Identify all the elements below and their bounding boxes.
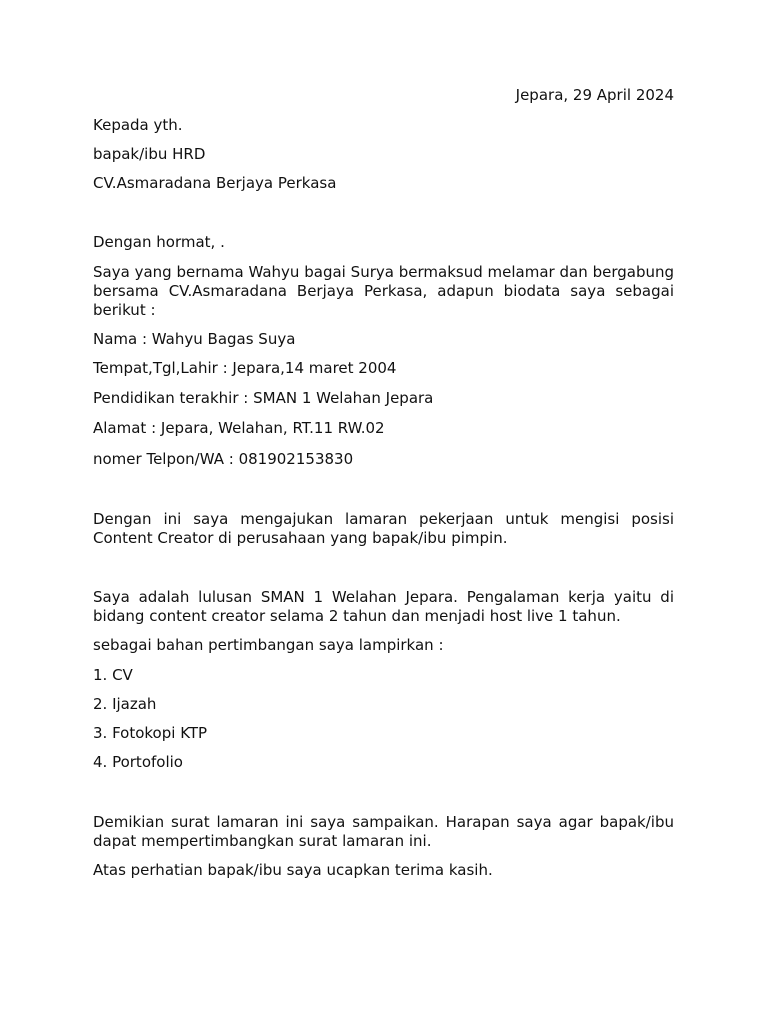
salutation: Dengan hormat, .: [93, 233, 225, 251]
attachment-item: 1. CV: [93, 666, 133, 684]
attachment-item: 3. Fotokopi KTP: [93, 724, 208, 742]
biodata-ttl: Tempat,Tgl,Lahir : Jepara,14 maret 2004: [93, 359, 397, 377]
recipient-line-2: bapak/ibu HRD: [93, 145, 206, 163]
experience-paragraph: Saya adalah lulusan SMAN 1 Welahan Jepara. Pengalaman kerja yaitu di bidang content creator selama 2 tahun dan menjadi host live 1 tahun.: [93, 588, 674, 625]
biodata-pendidikan: Pendidikan terakhir : SMAN 1 Welahan Jepara: [93, 389, 434, 407]
intro-paragraph: Saya yang bernama Wahyu bagai Surya bermaksud melamar dan bergabung bersama CV.Asmaradana Berjaya Perkasa, adapun biodata saya sebagai berikut :: [93, 263, 674, 319]
letter-date: Jepara, 29 April 2024: [515, 86, 674, 104]
recipient-line-3: CV.Asmaradana Berjaya Perkasa: [93, 174, 337, 192]
attachment-item: 2. Ijazah: [93, 695, 157, 713]
attachment-item: 4. Portofolio: [93, 753, 183, 771]
thanks-line: Atas perhatian bapak/ibu saya ucapkan terima kasih.: [93, 861, 493, 879]
recipient-line-1: Kepada yth.: [93, 116, 183, 134]
biodata-nama: Nama : Wahyu Bagas Suya: [93, 330, 296, 348]
application-paragraph: Dengan ini saya mengajukan lamaran pekerjaan untuk mengisi posisi Content Creator di perusahaan yang bapak/ibu pimpin.: [93, 510, 674, 547]
biodata-telpon: nomer Telpon/WA : 081902153830: [93, 450, 354, 468]
biodata-alamat: Alamat : Jepara, Welahan, RT.11 RW.02: [93, 419, 385, 437]
attachments-intro: sebagai bahan pertimbangan saya lampirkan :: [93, 636, 444, 654]
closing-paragraph: Demikian surat lamaran ini saya sampaikan. Harapan saya agar bapak/ibu dapat mempertimbangkan surat lamaran ini.: [93, 813, 674, 850]
